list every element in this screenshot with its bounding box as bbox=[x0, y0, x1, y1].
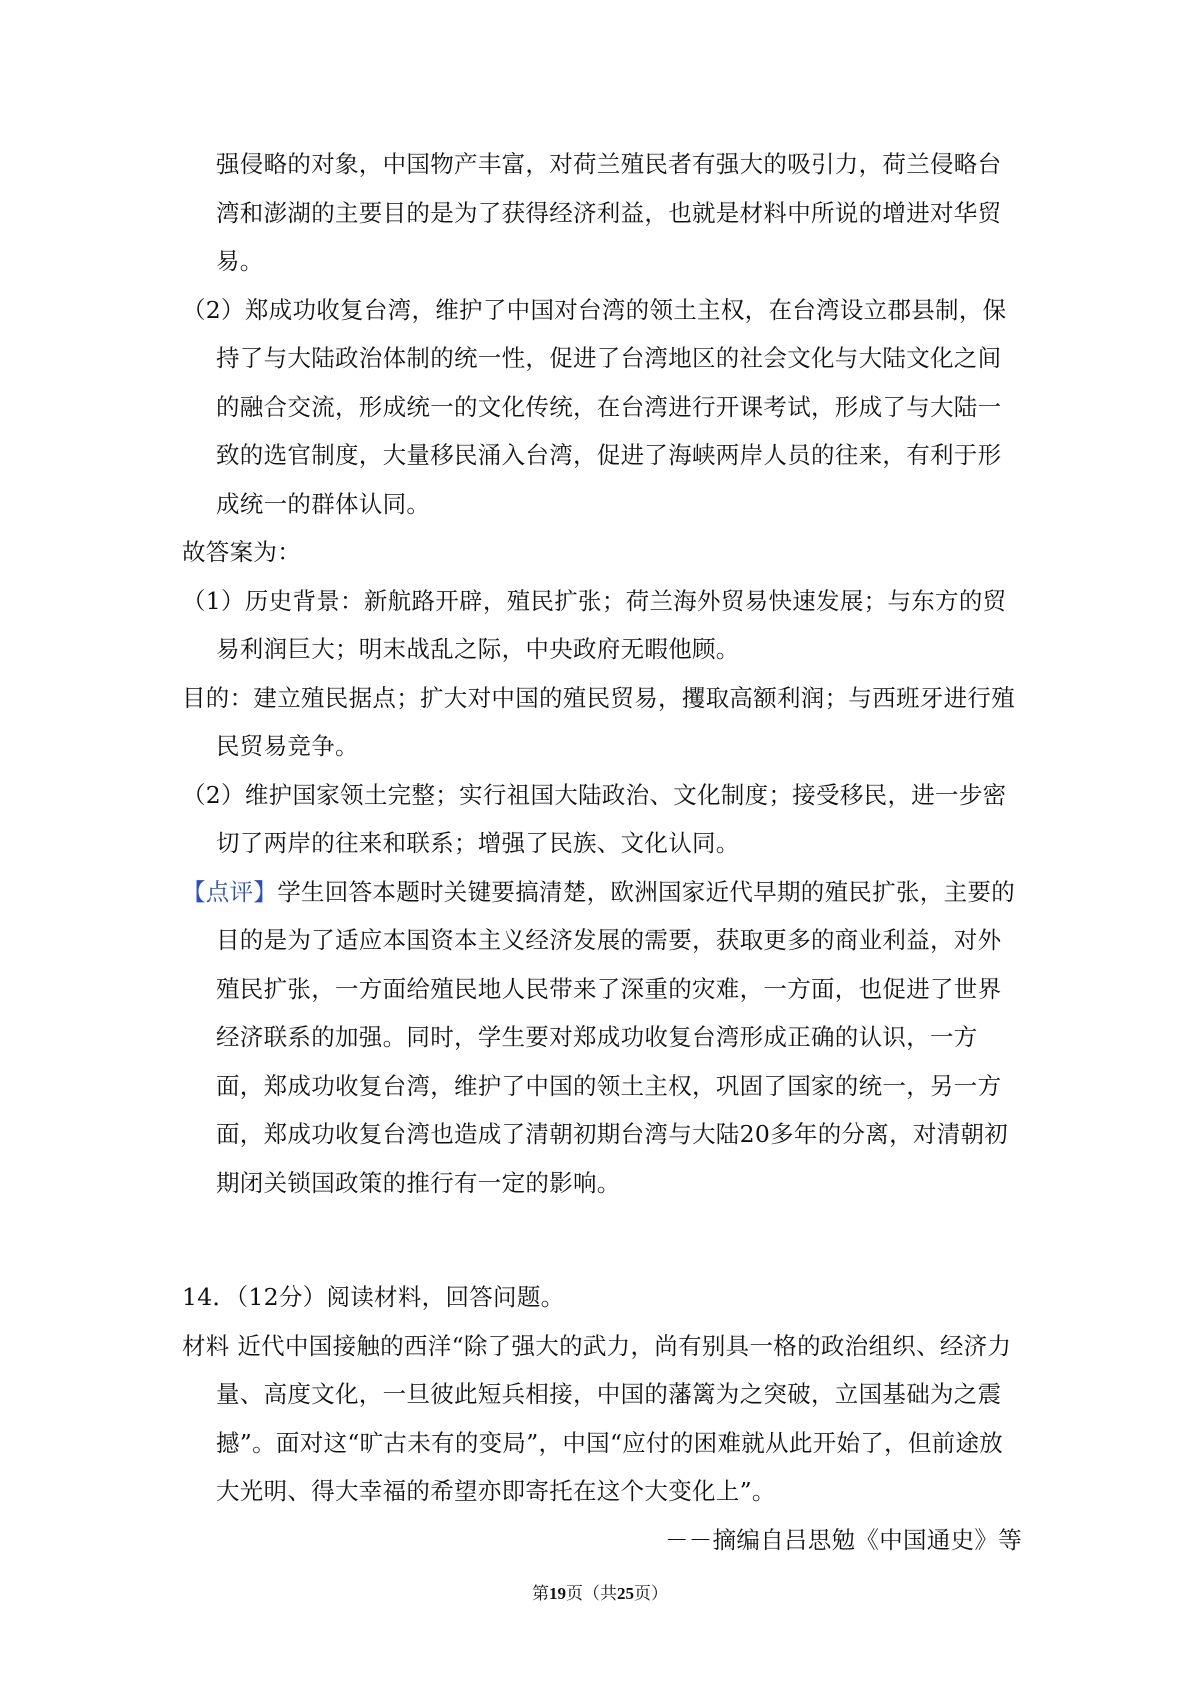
answer-continuation: 强侵略的对象，中国物产丰富，对荷兰殖民者有强大的吸引力，荷兰侵略台湾和澎湖的主要目的是为了获得经济利益，也就是材料中所说的增进对华贸易。 bbox=[216, 150, 1002, 275]
section-gap bbox=[182, 1207, 1022, 1273]
final-answer-1: （1）历史背景：新航路开辟，殖民扩张；荷兰海外贸易快速发展；与东方的贸易利润巨大；明末战乱之际，中央政府无暇他顾。 bbox=[182, 586, 1007, 663]
footer-pre: 第 bbox=[532, 1584, 549, 1603]
final-answer-1-purpose: 目的：建立殖民据点；扩大对中国的殖民贸易，攫取高额利润；与西班牙进行殖民贸易竞争。 bbox=[182, 683, 1015, 760]
page-footer bbox=[0, 1579, 1200, 1604]
final-answer-2: （2）维护国家领土完整；实行祖国大陆政治、文化制度；接受移民，进一步密切了两岸的往来和联系；增强了民族、文化认同。 bbox=[182, 780, 1007, 857]
review-tag: 【点评】 bbox=[182, 877, 278, 906]
footer-post: 页） bbox=[634, 1584, 668, 1603]
question-14-material: 材料 近代中国接触的西洋“除了强大的武力，尚有别具一格的政治组织、经济力量、高度文化，一旦彼此短兵相接，中国的藩篱为之突破，立国基础为之震撼”。面对这“旷古未有的变局”，中国“应付的困难就从此开始了，但前途放大光明、得大幸福的希望亦即寄托在这个大变化上”。 bbox=[182, 1331, 1012, 1505]
footer-total-pages: 25 bbox=[617, 1584, 634, 1603]
question-14-header: 14．（12分）阅读材料，回答问题。 bbox=[182, 1283, 565, 1311]
review-paragraph bbox=[182, 868, 1022, 1208]
material-source: －－摘编自吕思勉《中国通史》等 bbox=[665, 1525, 1022, 1554]
footer-mid: 页（共 bbox=[566, 1584, 617, 1603]
answer-point-2: （2）郑成功收复台湾，维护了中国对台湾的领土主权，在台湾设立郡县制，保持了与大陆政治体制的统一性，促进了台湾地区的社会文化与大陆文化之间的融合交流，形成统一的文化传统，在台湾进行开课考试，形成了与大陆一致的选官制度，大量移民涌入台湾，促进了海峡两岸人员的往来，有利于形成统一的群体认同。 bbox=[182, 295, 1007, 518]
document-body bbox=[182, 140, 1022, 1564]
review-text: 学生回答本题时关键要搞清楚，欧洲国家近代早期的殖民扩张，主要的目的是为了适应本国资本主义经济发展的需要，获取更多的商业利益，对外殖民扩张，一方面给殖民地人民带来了深重的灾难，一方面，也促进了世界经济联系的加强。同时，学生要对郑成功收复台湾形成正确的认识，一方面，郑成功收复台湾，维护了中国的领土主权，巩固了国家的统一，另一方面，郑成功收复台湾也造成了清朝初期台湾与大陆20多年的分离，对清朝初期闭关锁国政策的推行有一定的影响。 bbox=[216, 877, 1016, 1197]
footer-page-number: 19 bbox=[549, 1584, 566, 1603]
answer-heading: 故答案为： bbox=[182, 538, 301, 566]
